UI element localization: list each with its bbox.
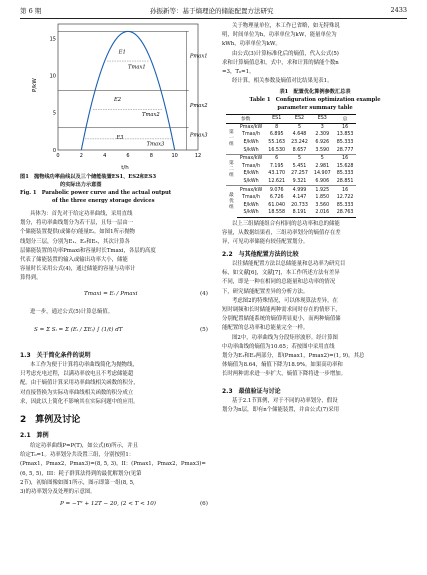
figure-label: Tmax1 bbox=[128, 64, 146, 71]
table-cell: Tmax/h bbox=[242, 132, 261, 138]
table-cell: 4.147 bbox=[292, 195, 307, 201]
left-para1-line: 算得到。 bbox=[20, 275, 42, 282]
table-cell: S/kWh bbox=[237, 209, 265, 217]
left-para3-line: 求，因此以上简化不影响其在实际问题中的应用。 bbox=[20, 398, 139, 405]
right-para3-line: 长时两种需求进一步扩大，熵值下降将进一步增加。 bbox=[222, 371, 346, 378]
table-cell: 85.333 bbox=[336, 202, 354, 208]
figure-label: Pmax3 bbox=[189, 132, 208, 139]
left-para1-line: 具体为：首先对于给定功率曲线，采用直线 bbox=[30, 211, 133, 217]
left-para1-line: 容量时长采用公式(4)，通过储能的容量与功率计 bbox=[20, 266, 136, 273]
figure-label: Pmax1 bbox=[189, 53, 208, 60]
table-cell: 3.590 bbox=[315, 147, 330, 153]
equation-4: Tmaxi = Eᵢ / Pmaxi bbox=[84, 291, 138, 297]
table-header-cell: ES2 bbox=[288, 115, 311, 124]
right-para3-line: 分别配置储能系统的熵值明显更小，而两种熵值储 bbox=[222, 316, 341, 323]
config-table bbox=[226, 114, 356, 218]
figure-caption-en-1: Fig. 1 Parabolic power curve and the actual output bbox=[20, 190, 172, 196]
y-tick-label: 10 bbox=[49, 73, 56, 80]
table-cell: 4.648 bbox=[292, 132, 307, 138]
figure-label: E1 bbox=[118, 49, 126, 56]
table-cell: 13.853 bbox=[336, 132, 354, 138]
table-row bbox=[226, 194, 356, 202]
table-cell: 1.850 bbox=[315, 195, 330, 201]
equation-5: S = Σ Sᵢ = Σ (Eᵢ / ΣEᵢ) ∫ (1/t) dT bbox=[34, 327, 123, 333]
left-para4-line: (6, 5, 5)，III：耗子群算法得到的最优解划分(见第 bbox=[20, 470, 142, 477]
figure-label: Pmax2 bbox=[189, 103, 208, 110]
header-page: 2433 bbox=[390, 6, 407, 14]
figure-label: E3 bbox=[116, 134, 124, 141]
table-header-cell: ES3 bbox=[311, 115, 334, 124]
table-cell: Tmax/h bbox=[242, 195, 261, 201]
right-para3-line: 划分为E₁和E₂两部分，即(Pmax1，Pmax2)=(1, 9)，其总 bbox=[222, 353, 365, 360]
table-cell: 28.777 bbox=[336, 147, 354, 153]
y-axis-label: P/kW bbox=[32, 78, 38, 92]
x-tick-label: 0 bbox=[56, 153, 60, 159]
right-para2-line: 异，可见功率储能有较佳配置划分。 bbox=[222, 239, 309, 246]
table-cell: 5 bbox=[311, 154, 334, 162]
y-tick-label: 15 bbox=[49, 36, 56, 43]
right-column bbox=[222, 22, 408, 86]
left-para4-line: 给定功率曲线P=P(T)，如公式(6)所示，并且 bbox=[30, 443, 139, 449]
right-para1-line: 明，时间单位为h，功率单位为kW，能量单位为 bbox=[222, 32, 337, 39]
section-1-3-heading: 1.3 关于简化条件的说明 bbox=[20, 352, 91, 359]
table-cell: 6.726 bbox=[269, 195, 284, 201]
y-tick-label: 5 bbox=[52, 110, 56, 117]
table-cell: 16 bbox=[342, 124, 349, 130]
right-para2-line: 以上三组储能组合有相同的总功率和总的储能 bbox=[232, 221, 340, 227]
table-row bbox=[226, 209, 356, 217]
table-cell: 16.530 bbox=[268, 147, 286, 153]
table-cell: 9.321 bbox=[292, 179, 307, 185]
x-tick-label: 8 bbox=[149, 153, 153, 159]
table-row bbox=[226, 202, 356, 210]
table-row bbox=[226, 186, 356, 194]
table-cell: 55.163 bbox=[268, 140, 286, 146]
parabola-figure bbox=[20, 22, 210, 172]
table-cell: 15.628 bbox=[336, 163, 354, 169]
right-para1-line: =3，T₀=1。 bbox=[222, 69, 255, 76]
equation-4-number: (4) bbox=[200, 291, 208, 297]
left-para1-line: 划分，将功率曲线划分为若干层，且每一层由一 bbox=[20, 220, 134, 227]
table-cell: 3.560 bbox=[315, 202, 330, 208]
table-cell: 6.926 bbox=[315, 140, 330, 146]
table-cell: 28.763 bbox=[334, 209, 357, 217]
table-cell: 7.195 bbox=[269, 163, 284, 169]
table-cell: 85.333 bbox=[336, 140, 354, 146]
right-para3-line: 短时调频和长时储能两种需求同时存在的情形下， bbox=[222, 307, 341, 314]
right-para1-line: 经计算，相关参数及熵值对比结果见表1。 bbox=[232, 78, 333, 85]
x-tick-label: 4 bbox=[103, 153, 107, 159]
table-group-label: 第 一 组 bbox=[229, 129, 234, 147]
right-para1-line: 关于物理量单位，本工作已省略，如无特殊说 bbox=[232, 23, 340, 29]
table-cell: 14.907 bbox=[313, 171, 331, 177]
table-cell: 8.191 bbox=[288, 209, 311, 217]
right-para3-line: 体熵值为8.64，熵值下降为18.9%。如果高功率和 bbox=[222, 362, 343, 369]
table-cell: 85.333 bbox=[336, 171, 354, 177]
section-2-heading: 2 算例及讨论 bbox=[20, 415, 81, 425]
left-para3-line: 配。由于熵值计算采用功率曲线相关函数的积分， bbox=[20, 380, 139, 387]
table-row bbox=[226, 154, 356, 162]
table-cell: 27.257 bbox=[291, 171, 308, 177]
right-para3-line: 能配置的总功率和总能量完全一样。 bbox=[222, 325, 309, 332]
figure-caption-zh-2: 的实际出力示意图 bbox=[60, 182, 102, 188]
table-cell: Pmax/kW bbox=[237, 186, 265, 194]
table-header-row bbox=[226, 115, 356, 124]
table-row bbox=[226, 163, 356, 171]
table-cell: 16 bbox=[334, 186, 357, 194]
table-row bbox=[226, 131, 356, 139]
table-cell: 1.925 bbox=[311, 186, 334, 194]
table-cell: E/kWh bbox=[243, 140, 259, 146]
table-cell: 12.722 bbox=[336, 195, 354, 201]
figure-caption-zh-1: 图1 抛物线功率曲线以及三个储能装置ES1、ES2和ES3 bbox=[20, 174, 157, 180]
right-para1-line: 求和计算熵值总和，式中，求和计算的储能个数n bbox=[222, 59, 339, 66]
figure-caption-en-2: of the three energy storage devices bbox=[52, 198, 155, 204]
right-para3-line: 下，研究储能配置差异的分析方法。 bbox=[222, 288, 309, 295]
section-2-2-heading: 2.2 与其他配置方法的比较 bbox=[222, 251, 299, 258]
x-tick-label: 10 bbox=[171, 153, 178, 159]
table-cell: 5.451 bbox=[292, 163, 307, 169]
table-cell: 3 bbox=[320, 124, 324, 130]
table-cell: Pmax/kW bbox=[237, 154, 265, 162]
right-para3-line: 以往储能配置方法以总储能量和总功率为研究目 bbox=[232, 261, 346, 267]
section-2-1-heading: 2.1 算例 bbox=[20, 432, 49, 439]
left-para4-line: 3)的功率划分及处理的示意图。 bbox=[20, 489, 96, 496]
y-tick-label: 0 bbox=[52, 147, 56, 154]
table-cell: E/kWh bbox=[243, 171, 259, 177]
right-para3-line: 图2中，功率曲线为分段矩形波形。经计算图 bbox=[232, 334, 338, 341]
left-para1-line: 代表了储能装置的输入或输出功率大小，储能 bbox=[20, 257, 128, 264]
table-title-zh: 表1 配置优化算例参数汇总表 bbox=[279, 89, 351, 95]
table-group-label: 最 优 组 bbox=[226, 186, 237, 217]
x-tick-label: 6 bbox=[126, 153, 130, 159]
x-tick-label: 2 bbox=[79, 153, 83, 159]
table-cell: 18.558 bbox=[265, 209, 288, 217]
equation-6: P = −T² + 12T − 20, (2 < T < 10) bbox=[60, 501, 156, 507]
right-para1-line: 由公式(3)计算标准化后的熵值，代入公式(5) bbox=[232, 50, 339, 57]
table-row bbox=[226, 170, 356, 178]
header-issue: 第 6 期 bbox=[20, 7, 42, 15]
section-2-3-heading: 2.3 最值验证与讨论 bbox=[222, 388, 281, 395]
left-para3-line: 只考虑充电过程，以满功率放电且不考虑储能超 bbox=[20, 371, 134, 378]
table-cell: 43.170 bbox=[268, 171, 286, 177]
right-para1-line: kWh，功率单位为kW。 bbox=[222, 41, 281, 48]
table-group-label: 第 二 组 bbox=[226, 154, 237, 185]
table-title-en-2: parameter summary table bbox=[277, 105, 353, 111]
table-cell: Pmax/kW bbox=[239, 124, 263, 130]
left-column bbox=[20, 210, 216, 284]
table-cell: 2.309 bbox=[315, 132, 330, 138]
right-para4-line: 划分为n层，即有n个储能装置，并由公式(7)采用 bbox=[222, 407, 340, 414]
table-row bbox=[226, 146, 356, 154]
table-cell: 20.733 bbox=[291, 202, 308, 208]
left-para3-line: 对直接替换为实际功率曲线相关函数的积分成立 bbox=[20, 389, 134, 396]
table-cell: 23.242 bbox=[291, 140, 308, 146]
header-rule bbox=[20, 18, 407, 19]
x-axis-label: t/h bbox=[121, 165, 129, 171]
table-cell: 12.621 bbox=[268, 179, 286, 185]
left-para3-line: 本工作为便于计算将功率曲线简化为抛物线， bbox=[30, 362, 138, 368]
table-row bbox=[226, 123, 356, 131]
left-para1-line: 个储能装置提供(或储存)能量Eᵢ。如图1所示抛物 bbox=[20, 229, 136, 236]
table-row bbox=[226, 178, 356, 186]
table-cell: 6 bbox=[265, 154, 288, 162]
table-header-cell: 参数 bbox=[226, 115, 265, 124]
table-cell: S/kWh bbox=[243, 147, 259, 153]
right-para3-line: 考虑图2的特殊情况，可以体现算法差异。在 bbox=[232, 297, 338, 304]
table-row bbox=[226, 139, 356, 147]
table-cell: 5 bbox=[288, 154, 311, 162]
left-para2: 进一步，通过公式(5)计算总熵值。 bbox=[30, 309, 114, 315]
table-cell: 28.851 bbox=[336, 179, 354, 185]
right-para4-line: 基于2.1节算例，对于不同的功率划分，假设 bbox=[232, 398, 338, 404]
equation-6-number: (6) bbox=[200, 501, 208, 507]
left-para4-line: (Pmax1，Pmax2，Pmax3)=(8, 5, 3)，II：(Pmax1，Pmax2，Pmax3)= bbox=[20, 461, 206, 468]
table-cell: 5 bbox=[297, 124, 302, 130]
table-cell: 2.981 bbox=[315, 163, 330, 169]
equation-5-number: (5) bbox=[200, 327, 208, 333]
right-para3-line: 标，如文献[6]，文献[7]，本工作所述方法有差异 bbox=[222, 270, 340, 277]
table-cell: 2.016 bbox=[311, 209, 334, 217]
table-cell: 8.657 bbox=[292, 147, 307, 153]
right-para3-line: 中功率曲线的熵值为10.65；若按图中采用直线 bbox=[222, 343, 335, 350]
table-cell: 61.040 bbox=[268, 202, 286, 208]
left-para1-line: 层储能装置的功率Pmaxi和容量时长Tmaxi，各层的高度 bbox=[20, 247, 156, 254]
figure-label: E2 bbox=[114, 97, 122, 104]
figure-label: Tmax3 bbox=[146, 141, 165, 148]
table-cell: S/kWh bbox=[243, 179, 259, 185]
table-header-cell: 总 bbox=[334, 115, 357, 124]
table-cell: 16 bbox=[334, 154, 357, 162]
table-cell: 6.906 bbox=[315, 179, 330, 185]
right-para3-line: 不同，即是一种在相同的总能量和总功率的情况 bbox=[222, 279, 336, 286]
header-title: 孙振新等：基于熵理论的储能配置方法研究 bbox=[150, 7, 274, 15]
right-para2-line: 容量，从数据结果看，三组功率划分的熵值存在差 bbox=[222, 230, 341, 237]
table-cell: 6.895 bbox=[269, 132, 284, 138]
table-title-en-1: Table 1 Configuration optimization example bbox=[249, 97, 381, 103]
left-para1-line: 线划分三层，分别为E₁、E₂和E₃，其次计算各 bbox=[20, 238, 130, 245]
table-cell: 4.999 bbox=[288, 186, 311, 194]
table-header-cell: ES1 bbox=[265, 115, 288, 124]
x-tick-label: 12 bbox=[194, 153, 202, 159]
table-cell: Tmax/h bbox=[242, 163, 261, 169]
figure-label: Tmax2 bbox=[142, 111, 160, 118]
left-para4-line: 2节)，初始图像如图1所示，图示即第一组(8, 5, bbox=[20, 479, 135, 486]
table-cell: E/kWh bbox=[243, 202, 259, 208]
table-cell: 8 bbox=[275, 124, 279, 130]
table-cell: 9.076 bbox=[265, 186, 288, 194]
left-para4-line: 给定T₀=1。功率划分共设置三组，分别按照1： bbox=[20, 452, 135, 459]
plot-frame bbox=[58, 24, 198, 150]
